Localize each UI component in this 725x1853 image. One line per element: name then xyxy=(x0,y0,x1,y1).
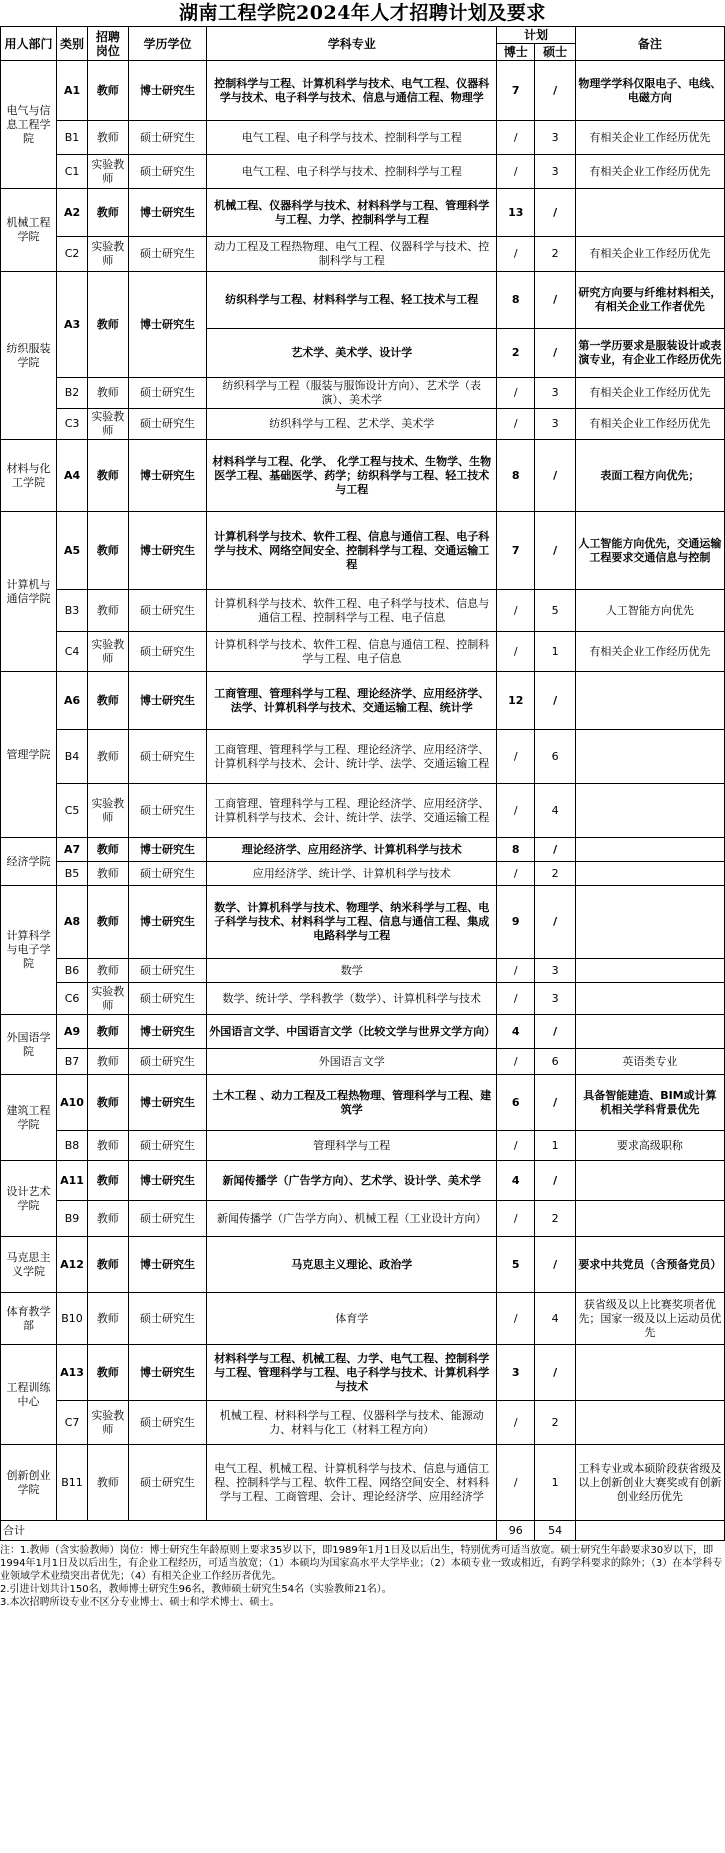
degree-cell: 硕士研究生 xyxy=(128,730,207,784)
dept-name-cell: 机械工程学院 xyxy=(1,189,57,272)
dept-name-cell: 创新创业学院 xyxy=(1,1445,57,1521)
type-cell: A9 xyxy=(57,1015,88,1049)
degree-cell: 博士研究生 xyxy=(128,1075,207,1131)
phd-count-cell: 3 xyxy=(497,1345,535,1401)
master-count-cell: 1 xyxy=(535,1445,576,1521)
header-phd: 博士 xyxy=(497,44,535,61)
major-cell: 计算机科学与技术、软件工程、信息与通信工程、电子科学与技术、网络空间安全、控制科学与工程、交通运输工程 xyxy=(207,512,497,590)
dept-name-cell: 设计艺术学院 xyxy=(1,1161,57,1237)
master-count-cell: 3 xyxy=(535,378,576,409)
major-cell: 材料科学与工程、化学、 化学工程与技术、生物学、生物医学工程、基础医学、药学；纺织科学与工程、轻工技术与工程 xyxy=(207,440,497,512)
note-cell xyxy=(575,1161,724,1201)
note-cell: 研究方向要与纤维材料相关，有相关企业工作者优先 xyxy=(575,272,724,329)
major-cell: 电气工程、机械工程、计算机科学与技术、信息与通信工程、控制科学与工程、软件工程、网络空间安全、材料科学与工程、工商管理、会计、理论经济学、应用经济学 xyxy=(207,1445,497,1521)
major-cell: 机械工程、材料科学与工程、仪器科学与技术、能源动力、材料与化工（材料工程方向） xyxy=(207,1401,497,1445)
degree-cell: 硕士研究生 xyxy=(128,237,207,272)
table-row xyxy=(1,862,725,886)
table-row xyxy=(1,378,725,409)
major-cell: 纺织科学与工程、材料科学与工程、轻工技术与工程 xyxy=(207,272,497,329)
page-title: 湖南工程学院2024年人才招聘计划及要求 xyxy=(179,2,546,24)
type-cell: A5 xyxy=(57,512,88,590)
notes xyxy=(0,1541,725,1609)
note-cell: 要求高级职称 xyxy=(575,1131,724,1161)
master-count-cell: / xyxy=(535,838,576,862)
master-count-cell: 6 xyxy=(535,1049,576,1075)
phd-count-cell: 4 xyxy=(497,1161,535,1201)
note-cell: 工科专业或本硕阶段获省级及以上创新创业大赛奖或有创新创业经历优先 xyxy=(575,1445,724,1521)
master-count-cell: 2 xyxy=(535,1201,576,1237)
phd-count-cell: 9 xyxy=(497,886,535,959)
post-cell: 实验教师 xyxy=(88,409,129,440)
major-cell: 理论经济学、应用经济学、计算机科学与技术 xyxy=(207,838,497,862)
phd-count-cell: / xyxy=(497,1445,535,1521)
table-row xyxy=(1,409,725,440)
degree-cell: 硕士研究生 xyxy=(128,1049,207,1075)
phd-count-cell: / xyxy=(497,237,535,272)
phd-count-cell: / xyxy=(497,1131,535,1161)
dept-name-cell: 建筑工程学院 xyxy=(1,1075,57,1161)
table-row xyxy=(1,983,725,1015)
total-master: 54 xyxy=(535,1521,576,1541)
major-cell: 数学 xyxy=(207,959,497,983)
type-cell: B7 xyxy=(57,1049,88,1075)
major-cell: 外国语言文学 xyxy=(207,1049,497,1075)
table-row xyxy=(1,1015,725,1049)
type-cell: A13 xyxy=(57,1345,88,1401)
phd-count-cell: 2 xyxy=(497,329,535,378)
table-row xyxy=(1,1293,725,1345)
dept-name-cell: 管理学院 xyxy=(1,672,57,838)
header-master: 硕士 xyxy=(535,44,576,61)
phd-count-cell: / xyxy=(497,862,535,886)
header-dept: 用人部门 xyxy=(1,27,57,61)
phd-count-cell: / xyxy=(497,409,535,440)
degree-cell: 硕士研究生 xyxy=(128,1293,207,1345)
header-degree: 学历学位 xyxy=(128,27,207,61)
note-cell: 获省级及以上比赛奖项者优先；国家一级及以上运动员优先 xyxy=(575,1293,724,1345)
note-cell xyxy=(575,189,724,237)
major-cell: 材料科学与工程、机械工程、力学、电气工程、控制科学与工程、管理科学与工程、电子科学与技术、计算机科学与技术 xyxy=(207,1345,497,1401)
phd-count-cell: 8 xyxy=(497,838,535,862)
phd-count-cell: / xyxy=(497,121,535,155)
master-count-cell: 5 xyxy=(535,590,576,632)
note-cell: 有相关企业工作经历优先 xyxy=(575,632,724,672)
phd-count-cell: / xyxy=(497,730,535,784)
degree-cell: 硕士研究生 xyxy=(128,862,207,886)
header-type: 类别 xyxy=(57,27,88,61)
post-cell: 教师 xyxy=(88,272,129,378)
table-row xyxy=(1,61,725,121)
table-row xyxy=(1,121,725,155)
phd-count-cell: 8 xyxy=(497,440,535,512)
type-cell: C4 xyxy=(57,632,88,672)
major-cell: 土木工程 、动力工程及工程热物理、管理科学与工程、建筑学 xyxy=(207,1075,497,1131)
table-row xyxy=(1,272,725,329)
master-count-cell: 3 xyxy=(535,983,576,1015)
major-cell: 计算机科学与技术、软件工程、电子科学与技术、信息与通信工程、控制科学与工程、电子信息 xyxy=(207,590,497,632)
phd-count-cell: / xyxy=(497,378,535,409)
type-cell: A2 xyxy=(57,189,88,237)
type-cell: B9 xyxy=(57,1201,88,1237)
major-cell: 数学、计算机科学与技术、物理学、纳米科学与工程、电子科学与技术、材料科学与工程、信息与通信工程、集成电路科学与工程 xyxy=(207,886,497,959)
master-count-cell: / xyxy=(535,189,576,237)
note-cell: 要求中共党员（含预备党员） xyxy=(575,1237,724,1293)
note-cell: 物理学学科仅限电子、电线、电磁方向 xyxy=(575,61,724,121)
note-cell xyxy=(575,886,724,959)
dept-name-cell: 材料与化工学院 xyxy=(1,440,57,512)
master-count-cell: / xyxy=(535,272,576,329)
note-cell xyxy=(575,983,724,1015)
post-cell: 实验教师 xyxy=(88,784,129,838)
post-cell: 教师 xyxy=(88,672,129,730)
major-cell: 应用经济学、统计学、计算机科学与技术 xyxy=(207,862,497,886)
type-cell: A1 xyxy=(57,61,88,121)
degree-cell: 硕士研究生 xyxy=(128,409,207,440)
master-count-cell: / xyxy=(535,1161,576,1201)
table-body xyxy=(1,61,725,1521)
degree-cell: 硕士研究生 xyxy=(128,590,207,632)
type-cell: B1 xyxy=(57,121,88,155)
major-cell: 工商管理、管理科学与工程、理论经济学、应用经济学、计算机科学与技术、会计、统计学、法学、交通运输工程 xyxy=(207,730,497,784)
type-cell: B11 xyxy=(57,1445,88,1521)
note-cell: 人工智能方向优先，交通运输工程要求交通信息与控制 xyxy=(575,512,724,590)
major-cell: 动力工程及工程热物理、电气工程、仪器科学与技术、控制科学与工程 xyxy=(207,237,497,272)
type-cell: B5 xyxy=(57,862,88,886)
header-note: 备注 xyxy=(575,27,724,61)
table-row xyxy=(1,959,725,983)
degree-cell: 硕士研究生 xyxy=(128,1401,207,1445)
degree-cell: 博士研究生 xyxy=(128,512,207,590)
total-label: 合计 xyxy=(1,1521,497,1541)
degree-cell: 博士研究生 xyxy=(128,672,207,730)
phd-count-cell: / xyxy=(497,632,535,672)
master-count-cell: 2 xyxy=(535,237,576,272)
dept-name-cell: 计算科学与电子学院 xyxy=(1,886,57,1015)
type-cell: C7 xyxy=(57,1401,88,1445)
major-cell: 艺术学、美术学、设计学 xyxy=(207,329,497,378)
post-cell: 教师 xyxy=(88,1161,129,1201)
major-cell: 控制科学与工程、计算机科学与技术、电气工程、仪器科学与技术、电子科学与技术、信息与通信工程、物理学 xyxy=(207,61,497,121)
table-row xyxy=(1,512,725,590)
dept-name-cell: 外国语学院 xyxy=(1,1015,57,1075)
table-row xyxy=(1,155,725,189)
degree-cell: 硕士研究生 xyxy=(128,155,207,189)
phd-count-cell: / xyxy=(497,1293,535,1345)
dept-name-cell: 纺织服装学院 xyxy=(1,272,57,440)
degree-cell: 博士研究生 xyxy=(128,272,207,378)
note-cell: 有相关企业工作经历优先 xyxy=(575,155,724,189)
major-cell: 体育学 xyxy=(207,1293,497,1345)
degree-cell: 硕士研究生 xyxy=(128,959,207,983)
master-count-cell: 1 xyxy=(535,1131,576,1161)
note-2: 2.引进计划共计150名，教师博士研究生96名，教师硕士研究生54名（实验教师21名）。 xyxy=(0,1584,392,1595)
post-cell: 教师 xyxy=(88,1345,129,1401)
phd-count-cell: 7 xyxy=(497,61,535,121)
type-cell: B8 xyxy=(57,1131,88,1161)
master-count-cell: 4 xyxy=(535,784,576,838)
degree-cell: 博士研究生 xyxy=(128,1015,207,1049)
note-cell: 有相关企业工作经历优先 xyxy=(575,237,724,272)
table-row xyxy=(1,440,725,512)
post-cell: 教师 xyxy=(88,730,129,784)
post-cell: 实验教师 xyxy=(88,632,129,672)
post-cell: 实验教师 xyxy=(88,155,129,189)
phd-count-cell: 8 xyxy=(497,272,535,329)
major-cell: 电气工程、电子科学与技术、控制科学与工程 xyxy=(207,155,497,189)
total-phd: 96 xyxy=(497,1521,535,1541)
master-count-cell: / xyxy=(535,886,576,959)
note-cell xyxy=(575,1401,724,1445)
table-row xyxy=(1,1345,725,1401)
degree-cell: 博士研究生 xyxy=(128,838,207,862)
master-count-cell: / xyxy=(535,329,576,378)
table-row xyxy=(1,730,725,784)
major-cell: 管理科学与工程 xyxy=(207,1131,497,1161)
phd-count-cell: 4 xyxy=(497,1015,535,1049)
major-cell: 计算机科学与技术、软件工程、信息与通信工程、控制科学与工程、电子信息 xyxy=(207,632,497,672)
note-3: 3.本次招聘所设专业不区分专业博士、硕士和学术博士、硕士。 xyxy=(0,1597,280,1608)
type-cell: A4 xyxy=(57,440,88,512)
table-row xyxy=(1,1201,725,1237)
table-row xyxy=(1,189,725,237)
post-cell: 教师 xyxy=(88,959,129,983)
note-cell xyxy=(575,862,724,886)
note-cell: 表面工程方向优先； xyxy=(575,440,724,512)
type-cell: C5 xyxy=(57,784,88,838)
degree-cell: 硕士研究生 xyxy=(128,378,207,409)
degree-cell: 博士研究生 xyxy=(128,1345,207,1401)
degree-cell: 博士研究生 xyxy=(128,886,207,959)
note-cell xyxy=(575,672,724,730)
type-cell: A12 xyxy=(57,1237,88,1293)
phd-count-cell: 5 xyxy=(497,1237,535,1293)
note-cell xyxy=(575,1345,724,1401)
post-cell: 教师 xyxy=(88,590,129,632)
note-cell xyxy=(575,959,724,983)
major-cell: 纺织科学与工程（服装与服饰设计方向）、艺术学（表演）、美术学 xyxy=(207,378,497,409)
degree-cell: 博士研究生 xyxy=(128,1237,207,1293)
header-plan: 计划 xyxy=(497,27,576,44)
phd-count-cell: / xyxy=(497,1401,535,1445)
post-cell: 教师 xyxy=(88,838,129,862)
table-row xyxy=(1,632,725,672)
degree-cell: 博士研究生 xyxy=(128,440,207,512)
note-cell: 有相关企业工作经历优先 xyxy=(575,378,724,409)
degree-cell: 博士研究生 xyxy=(128,189,207,237)
degree-cell: 博士研究生 xyxy=(128,61,207,121)
table-row xyxy=(1,1401,725,1445)
major-cell: 外国语言文学、中国语言文学（比较文学与世界文学方向） xyxy=(207,1015,497,1049)
phd-count-cell: / xyxy=(497,784,535,838)
phd-count-cell: 13 xyxy=(497,189,535,237)
master-count-cell: / xyxy=(535,61,576,121)
table-row xyxy=(1,1161,725,1201)
dept-name-cell: 计算机与通信学院 xyxy=(1,512,57,672)
master-count-cell: 6 xyxy=(535,730,576,784)
type-cell: A7 xyxy=(57,838,88,862)
phd-count-cell: / xyxy=(497,590,535,632)
post-cell: 教师 xyxy=(88,121,129,155)
type-cell: B3 xyxy=(57,590,88,632)
post-cell: 教师 xyxy=(88,440,129,512)
note-cell xyxy=(575,1015,724,1049)
table-row xyxy=(1,784,725,838)
master-count-cell: / xyxy=(535,1345,576,1401)
master-count-cell: 3 xyxy=(535,121,576,155)
post-cell: 实验教师 xyxy=(88,983,129,1015)
note-1: 注：1.教师（含实验教师）岗位：博士研究生年龄原则上要求35岁以下，即1989年1月1日及以后出生，特别优秀可适当放宽。硕士研究生年龄要求30岁以下，即1994年1月1日及以后出生，有企业工程经历，可适当放宽；（1）本硕均为国家高水平大学毕业；（2）本硕专业一致或相近，有跨学科要求的除外；（3）在本学科专业领域学术业绩突出者优先；（4）有相关企业工作经历者优先。 xyxy=(0,1545,723,1582)
master-count-cell: / xyxy=(535,1015,576,1049)
major-cell: 新闻传播学（广告学方向）、艺术学、设计学、美术学 xyxy=(207,1161,497,1201)
type-cell: B4 xyxy=(57,730,88,784)
table-row xyxy=(1,1049,725,1075)
degree-cell: 硕士研究生 xyxy=(128,1201,207,1237)
post-cell: 教师 xyxy=(88,1201,129,1237)
table-row xyxy=(1,672,725,730)
type-cell: C1 xyxy=(57,155,88,189)
dept-name-cell: 工程训练中心 xyxy=(1,1345,57,1445)
table-row xyxy=(1,838,725,862)
post-cell: 教师 xyxy=(88,189,129,237)
master-count-cell: 3 xyxy=(535,155,576,189)
note-cell: 具备智能建造、BIM或计算机相关学科背景优先 xyxy=(575,1075,724,1131)
phd-count-cell: 6 xyxy=(497,1075,535,1131)
major-cell: 新闻传播学（广告学方向）、机械工程（工业设计方向） xyxy=(207,1201,497,1237)
phd-count-cell: 7 xyxy=(497,512,535,590)
note-cell xyxy=(575,784,724,838)
type-cell: B2 xyxy=(57,378,88,409)
type-cell: B10 xyxy=(57,1293,88,1345)
table-row xyxy=(1,886,725,959)
major-cell: 马克思主义理论、政治学 xyxy=(207,1237,497,1293)
master-count-cell: 4 xyxy=(535,1293,576,1345)
table-row xyxy=(1,1075,725,1131)
dept-name-cell: 经济学院 xyxy=(1,838,57,886)
post-cell: 教师 xyxy=(88,886,129,959)
post-cell: 教师 xyxy=(88,1445,129,1521)
degree-cell: 硕士研究生 xyxy=(128,983,207,1015)
note-cell xyxy=(575,730,724,784)
dept-name-cell: 体育教学部 xyxy=(1,1293,57,1345)
note-cell: 人工智能方向优先 xyxy=(575,590,724,632)
post-cell: 教师 xyxy=(88,1237,129,1293)
phd-count-cell: / xyxy=(497,1201,535,1237)
type-cell: A6 xyxy=(57,672,88,730)
recruitment-table xyxy=(0,26,725,1541)
type-cell: A10 xyxy=(57,1075,88,1131)
degree-cell: 硕士研究生 xyxy=(128,784,207,838)
degree-cell: 硕士研究生 xyxy=(128,632,207,672)
master-count-cell: / xyxy=(535,672,576,730)
total-note xyxy=(575,1521,724,1541)
master-count-cell: / xyxy=(535,440,576,512)
master-count-cell: 2 xyxy=(535,862,576,886)
note-cell: 第一学历要求是服装设计或表演专业，有企业工作经历优先 xyxy=(575,329,724,378)
master-count-cell: 3 xyxy=(535,959,576,983)
type-cell: B6 xyxy=(57,959,88,983)
post-cell: 教师 xyxy=(88,512,129,590)
dept-name-cell: 电气与信息工程学院 xyxy=(1,61,57,189)
table-row xyxy=(1,1237,725,1293)
post-cell: 教师 xyxy=(88,1015,129,1049)
major-cell: 工商管理、管理科学与工程、理论经济学、应用经济学、法学、计算机科学与技术、交通运输工程、统计学 xyxy=(207,672,497,730)
type-cell: C2 xyxy=(57,237,88,272)
header-major: 学科专业 xyxy=(207,27,497,61)
note-cell: 英语类专业 xyxy=(575,1049,724,1075)
note-cell: 有相关企业工作经历优先 xyxy=(575,121,724,155)
type-cell: A11 xyxy=(57,1161,88,1201)
dept-name-cell: 马克思主义学院 xyxy=(1,1237,57,1293)
master-count-cell: 3 xyxy=(535,409,576,440)
post-cell: 教师 xyxy=(88,61,129,121)
header-post: 招聘岗位 xyxy=(88,27,129,61)
post-cell: 实验教师 xyxy=(88,1401,129,1445)
degree-cell: 硕士研究生 xyxy=(128,1131,207,1161)
phd-count-cell: / xyxy=(497,1049,535,1075)
major-cell: 机械工程、仪器科学与技术、材料科学与工程、管理科学与工程、力学、控制科学与工程 xyxy=(207,189,497,237)
type-cell: C3 xyxy=(57,409,88,440)
master-count-cell: 2 xyxy=(535,1401,576,1445)
major-cell: 数学、统计学、学科教学（数学）、计算机科学与技术 xyxy=(207,983,497,1015)
phd-count-cell: / xyxy=(497,983,535,1015)
table-row xyxy=(1,237,725,272)
master-count-cell: / xyxy=(535,1237,576,1293)
phd-count-cell: 12 xyxy=(497,672,535,730)
post-cell: 教师 xyxy=(88,862,129,886)
master-count-cell: 1 xyxy=(535,632,576,672)
note-cell: 有相关企业工作经历优先 xyxy=(575,409,724,440)
post-cell: 实验教师 xyxy=(88,237,129,272)
table-row xyxy=(1,1445,725,1521)
type-cell: A8 xyxy=(57,886,88,959)
post-cell: 教师 xyxy=(88,1131,129,1161)
degree-cell: 博士研究生 xyxy=(128,1161,207,1201)
master-count-cell: / xyxy=(535,512,576,590)
post-cell: 教师 xyxy=(88,1293,129,1345)
note-cell xyxy=(575,1201,724,1237)
phd-count-cell: / xyxy=(497,959,535,983)
major-cell: 电气工程、电子科学与技术、控制科学与工程 xyxy=(207,121,497,155)
table-row xyxy=(1,1131,725,1161)
degree-cell: 硕士研究生 xyxy=(128,121,207,155)
post-cell: 教师 xyxy=(88,378,129,409)
degree-cell: 硕士研究生 xyxy=(128,1445,207,1521)
post-cell: 教师 xyxy=(88,1075,129,1131)
master-count-cell: / xyxy=(535,1075,576,1131)
post-cell: 教师 xyxy=(88,1049,129,1075)
note-cell xyxy=(575,838,724,862)
type-cell: C6 xyxy=(57,983,88,1015)
major-cell: 纺织科学与工程、艺术学、美术学 xyxy=(207,409,497,440)
table-row xyxy=(1,590,725,632)
phd-count-cell: / xyxy=(497,155,535,189)
major-cell: 工商管理、管理科学与工程、理论经济学、应用经济学、计算机科学与技术、会计、统计学、法学、交通运输工程 xyxy=(207,784,497,838)
type-cell: A3 xyxy=(57,272,88,378)
